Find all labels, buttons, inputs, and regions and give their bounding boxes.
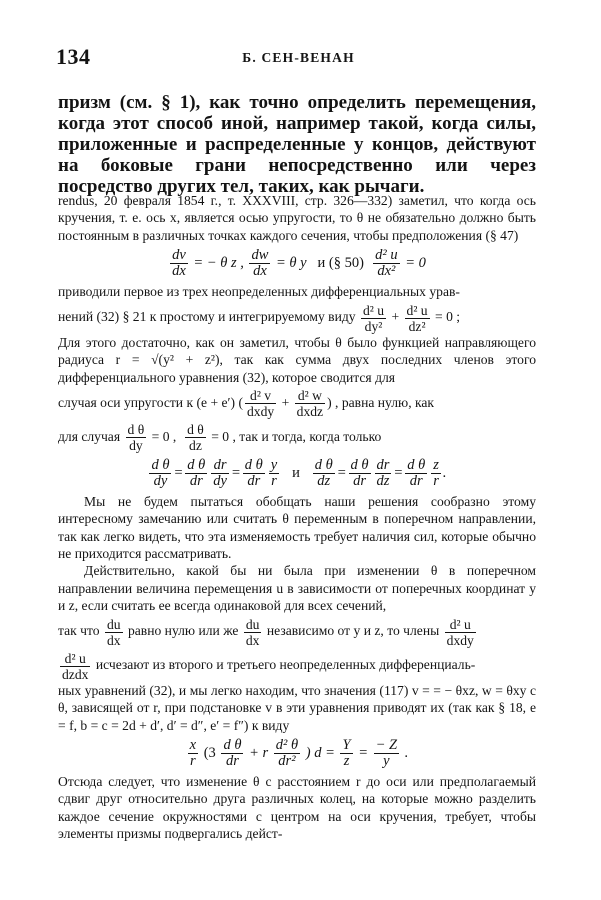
footnote-line-with-equation: $\frac{\text{d² u}}{\text{dzdx}}$ исчезают из второго и третьего неопределенных дифференциаль-: [62, 650, 476, 682]
fraction: $\frac{\text{d² u}}{\text{dy²}}$: [362, 302, 385, 334]
fraction: $\frac{dr}{dz}$: [376, 457, 390, 490]
footnote-block: [58, 192, 536, 842]
fraction: $\frac{Y}{z}$: [342, 737, 351, 770]
footnote-paragraph-9: ных уравнений (32), и мы легко находим, что значения (117) v = = − θxz, w = θxy с θ, зависящей от r, при подстановке v в эти уравнения приводят их (так как § 18, e = f, b = c = 2d + d′, d′ = d″, e′ = f″) к виду: [58, 683, 536, 733]
fraction: $\frac{\text{d² θ}}{\text{dr²}}$: [275, 737, 299, 770]
fraction: $\frac{z}{r}$: [433, 457, 439, 490]
fraction: $\frac{dv}{dx}$: [172, 246, 186, 279]
fraction: $\frac{du}{dx}$: [245, 616, 260, 648]
fraction: $\frac{\text{d θ}}{dr}$: [244, 457, 263, 490]
equation-5: $\frac{\text{d θ}}{dy}$ = $\frac{\text{d θ}}{dr}$ $\frac{dr}{dy}$ = $\frac{\text{d θ}}{dr}$ $\frac{y}{r}$ и $\frac{\text{d θ}}{dz}$ = $\frac{\text{d θ}}{dr}$ $\frac{dr}{dz}$ = $\frac{\text{d θ}}{dr}$ $\frac{z}{r}$ .: [151, 457, 447, 490]
fraction: $\frac{x}{r}$: [189, 737, 197, 770]
fraction: $\frac{y}{r}$: [270, 457, 278, 490]
fraction: $\frac{\text{d² u}}{\text{dzdx}}$: [62, 650, 89, 682]
fraction: $\frac{\text{d θ}}{dr}$: [187, 457, 206, 490]
footnote-line-with-equation: случая оси упругости к (e + e′) ( $\frac{\text{d² v}}{\text{dxdy}}$ + $\frac{\text{d² w}}{\text{dxdz}}$ ) , равна нулю, как: [58, 388, 435, 420]
fraction: $\frac{\text{d θ}}{dr}$: [407, 457, 426, 490]
fraction: $\frac{- Z}{y}$: [375, 737, 398, 770]
fraction: $\frac{\text{d² w}}{\text{dxdz}}$: [296, 388, 324, 420]
fraction: $\frac{du}{dx}$: [106, 616, 121, 648]
main-paragraph: призм (см. § 1), как точно определить перемещения, когда этот способ иной, например такой, когда силы, приложенные и распределенные у концов, действуют на боковые грани непосредственно или через посредство других тел, таких, как рычаги.: [58, 92, 536, 197]
running-head: Б. СЕН-ВЕНАН: [242, 50, 355, 65]
footnote-paragraph-10: Отсюда следует, что изменение θ с расстоянием r до оси или предполагаемый сдвиг друг относительно друга различных колец, на которые можно разделить каждое сечение окружностями с центром на оси кручения, требует, чтобы элементы призмы подвергались дейст-: [58, 774, 536, 841]
footnote-line-with-equation: для случая $\frac{\text{d θ}}{dy}$ = 0 , $\frac{\text{d θ}}{dz}$ = 0 , так и тогда, когда только: [58, 422, 382, 454]
fraction: $\frac{\text{d² u}}{\text{dx²}}$: [375, 246, 398, 279]
footnote-line-with-equation: нений (32) § 21 к простому и интегрируемому виду $\frac{\text{d² u}}{\text{dy²}}$ + $\frac{\text{d² u}}{\text{dz²}}$ = 0 ;: [58, 302, 461, 334]
fraction: $\frac{\text{d² u}}{\text{dxdy}}$: [446, 616, 474, 648]
fraction: $\frac{\text{d θ}}{dy}$: [151, 457, 170, 490]
fraction: $\frac{\text{d² v}}{\text{dxdy}}$: [246, 388, 275, 420]
fraction: $\frac{\text{d θ}}{dy}$: [127, 422, 145, 454]
equation-6: $\frac{x}{r}$ (3 $\frac{\text{d θ}}{dr}$ + r $\frac{\text{d² θ}}{\text{dr²}}$ ) d = $\frac{Y}{z}$ = $\frac{- Z}{y}$ .: [189, 737, 409, 770]
fraction: $\frac{dr}{dy}$: [213, 457, 227, 490]
fraction: $\frac{\text{d² u}}{\text{dz²}}$: [406, 302, 428, 334]
fraction: $\frac{\text{d θ}}{dz}$: [187, 422, 204, 454]
footnote-line-with-equation: так что $\frac{du}{dx}$ равно нулю или же $\frac{du}{dx}$ независимо от y и z, то члены $\frac{\text{d² u}}{\text{dxdy}}$: [58, 616, 474, 648]
fraction: $\frac{\text{d θ}}{dz}$: [314, 457, 333, 490]
fraction: $\frac{\text{d θ}}{dr}$: [223, 737, 242, 770]
fraction: $\frac{dw}{dx}$: [251, 246, 269, 279]
equation-1: $\frac{dv}{dx}$ = − θ z , $\frac{dw}{dx}$ = θ y и (§ 50) $\frac{\text{d² u}}{\text{dx²}}$ = 0: [172, 246, 426, 279]
footnote-paragraph-5: Мы не будем пытаться обобщать наши решения сообразно этому интересному замечанию или считать θ переменным в поперечном направлении, так как легко видеть, что эта изменяемость требует наличия сил, которые обычно не приходится рассматривать.: [58, 494, 536, 561]
page-number: 134: [56, 44, 91, 69]
page-header: [56, 44, 541, 70]
footnote-paragraph-1: rendus, 20 февраля 1854 г., т. XXXVIII, стр. 326—332) заметил, что когда ось кручения, т. е. ось x, является осью упругости, то θ не обязательно должно быть постоянным в различных точках каждого сечения, чтобы предположения (§ 47): [58, 193, 536, 243]
footnote-paragraph-6: Действительно, какой бы ни была при изменении θ в поперечном направлении величина перемещения u в зависимости от поперечных координат y и z, если считать ее всегда одинаковой для всех сечений,: [58, 563, 536, 613]
footnote-line: приводили первое из трех неопределенных дифференциальных урав-: [58, 283, 460, 299]
footnote-paragraph-3: Для этого достаточно, как он заметил, чтобы θ было функцией направляющего радиуса r = √(y² + z²), так как сумма двух последних членов этого дифференциального уравнения (32), которое сводится для: [58, 335, 536, 385]
fraction: $\frac{\text{d θ}}{dr}$: [350, 457, 369, 490]
